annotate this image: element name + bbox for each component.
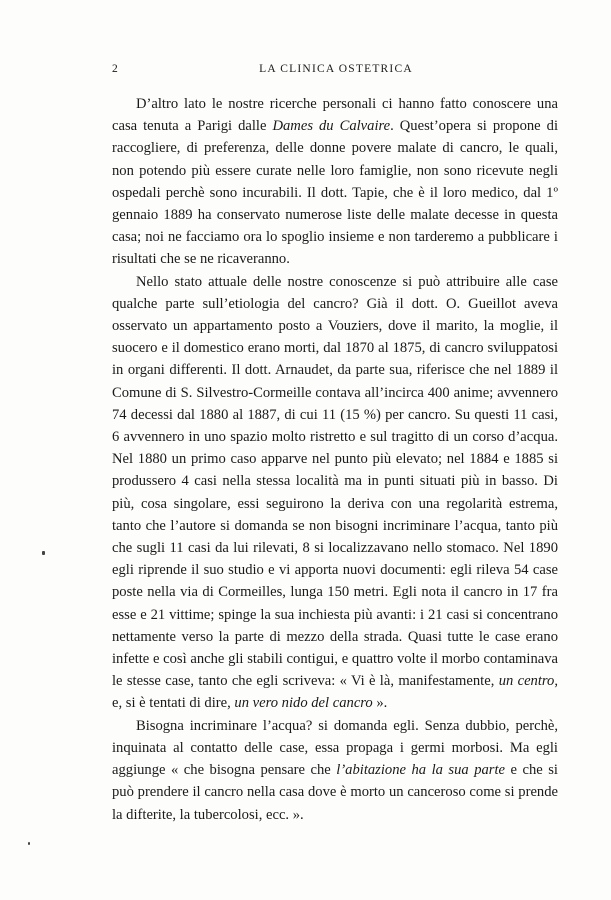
margin-speck [42,551,45,555]
paragraph-2-text-end: ». [372,695,388,712]
paragraph-2 [112,271,558,715]
paragraph-2-italic-centro: un centro [498,673,555,690]
page-number: 2 [112,63,119,75]
paragraph-1-text: D’altro lato le nostre ricerche personali ci hanno fatto conoscere una casa tenuta a Parigi dalle [112,96,558,135]
paragraph-3 [112,715,558,826]
body-text [112,93,558,826]
paragraph-2-text: Nello stato attuale delle nostre conoscenze si può attribuire alle case qualche parte sull’etiologia del cancro? Già il dott. O. Gueillot aveva osservato un appartamento posto a Vouziers, dove il marito, la moglie, il suocero e il domestico erano morti, dal 1870 al 1875, di cancro sviluppatosi in organi differenti. Il dott. Arnaudet, da parte sua, riferisce che nel 1889 il Comune di S. Silvestro-Cormeille contava all’incirca 400 anime; avvennero 74 decessi dal 1880 al 1887, di cui 11 (15 %) per cancro. Su questi 11 casi, 6 avvennero in uno spazio molto ristretto e sul tragitto di un corso d’acqua. Nel 1880 un primo caso apparve nel punto più elevato; nel 1884 e 1885 si produssero 4 casi nella stessa località ma in punti situati più in basso. Di più, cosa singolare, essi seguirono la deriva con una regolarità estrema, tanto che l’autore si domanda se non bisogni incriminare l’acqua, tanto più che sugli 11 casi da lui rilevati, 8 si localizzavano nello stomaco. Nel 1890 egli riprende il suo studio e vi apporta nuovi documenti: egli rileva 54 case poste nella via di Cormeilles, lunga 150 metri. Egli nota il cancro in 17 fra esse e 21 vittime; spinge la sua inchiesta più avanti: i 21 casi si concentrano nettamente verso la parte di mezzo della strada. Quasi tutte le case erano infette e così anche gli stabili contigui, e quattro volte il morbo contaminava le stesse case, tanto che egli scriveva: « Vi è là, manifestamente, [112,273,558,690]
running-title: LA CLINICA OSTETRICA [259,63,413,75]
paragraph-2-italic-nido: un vero nido del cancro [234,695,373,712]
paragraph-3-text: Bisogna incriminare l’acqua? si domanda egli. Senza dubbio, perchè, inquinata al contatto delle case, essa propaga i germi morbosi. Ma egli aggiunge « che bisogna pensare che [112,717,558,779]
paragraph-3-text-end: e che si può prendere il cancro nella casa dove è morto un canceroso come si prende la difterite, la tubercolosi, ecc. ». [112,762,558,823]
paragraph-1 [112,93,558,271]
paragraph-3-italic-abitazione: l’abitazione ha la sua parte [336,762,506,779]
page-header [112,63,560,81]
paragraph-1-text-continued: . Quest’opera si propone di raccogliere, di preferenza, delle donne povere malate di cancro, le quali, non potendo più essere curate nelle loro famiglie, non sono ricevute negli ospedali perchè sono incurabili. Il dott. Tapie, che è il loro medico, dal 1º gennaio 1889 ha conservato numerose liste delle malate decesse in questa casa; noi ne facciamo ora lo spoglio insieme e non tarderemo a pubblicare i risultati che se ne ricaveranno. [112,118,558,268]
paragraph-2-text-mid: , e, si è tentati di dire, [112,673,559,712]
paragraph-1-italic-dames: Dames du Calvaire [272,118,391,135]
margin-speck-lower [28,842,30,845]
